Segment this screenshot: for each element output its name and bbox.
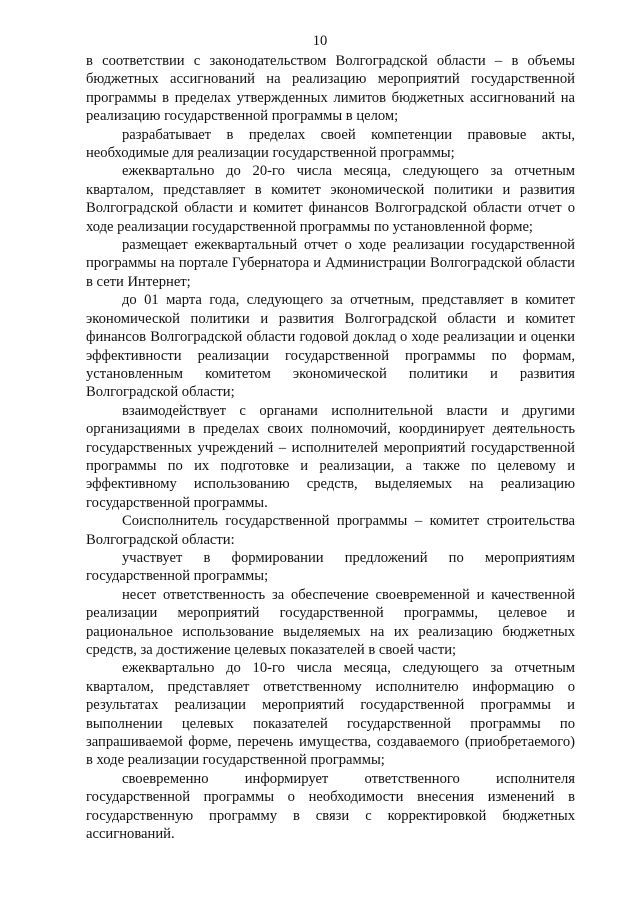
page-number: 10	[312, 33, 328, 49]
paragraph-participation: участвует в формировании предложений по мероприятиям государственной программы;	[86, 549, 575, 585]
paragraph-report-publication: размещает ежеквартальный отчет о ходе реализации государственной программы на портале Губернатора и Администрации Волгоградской области в сети Интернет;	[86, 237, 575, 290]
paragraph-annual-report: до 01 марта года, следующего за отчетным, представляет в комитет экономической политики и развития Волгоградской области и комитет финансов Волгоградской области годовой доклад о ходе реализации и оценки эффективности реализации государственной программы по формам, установленным комитетом экономической политики и развития Волгоградской области;	[86, 292, 575, 401]
paragraph-budget-allocations: в соответствии с законодательством Волгоградской области – в объемы бюджетных ассигнований на реализацию мероприятий государственной программы в пределах утвержденных лимитов бюджетных ассигнований на реализацию государственной программы в целом;	[86, 53, 575, 125]
paragraph-co-executor-heading: Соисполнитель государственной программы – комитет строительства Волгоградской области:	[86, 513, 575, 548]
document-body	[86, 52, 575, 843]
paragraph-quarterly-information: ежеквартально до 10-го числа месяца, следующего за отчетным кварталом, представляет ответственному исполнителю информацию о результатах реализации мероприятий государственной программы и выполнении целевых показателей государственной программы по запрашиваемой форме, перечень имущества, создаваемого (приобретаемого) в ходе реализации государственной программы;	[86, 660, 575, 769]
paragraph-responsibility: несет ответственность за обеспечение своевременной и качественной реализации мероприятий государственной программы, целевое и рациональное использование выделяемых на их реализацию бюджетных средств, за достижение целевых показателей в своей части;	[86, 586, 575, 658]
paragraph-legal-acts: разрабатывает в пределах своей компетенции правовые акты, необходимые для реализации государственной программы;	[86, 126, 575, 162]
paragraph-quarterly-report-submission: ежеквартально до 20-го числа месяца, следующего за отчетным кварталом, представляет в комитет экономической политики и развития Волгоградской области и комитет финансов Волгоградской области отчет о ходе реализации государственной программы по установленной форме;	[86, 163, 575, 235]
paragraph-change-notification: своевременно информирует ответственного исполнителя государственной программы о необходимости внесения изменений в государственную программу в связи с корректировкой бюджетных ассигнований.	[86, 770, 575, 843]
paragraph-coordination: взаимодействует с органами исполнительной власти и другими организациями в пределах своих полномочий, координирует деятельность государственных учреждений – исполнителей мероприятий государственной программы по их подготовке и реализации, а также по целевому и эффективному использованию средств, выделяемых на реализацию государственной программы.	[86, 402, 575, 511]
